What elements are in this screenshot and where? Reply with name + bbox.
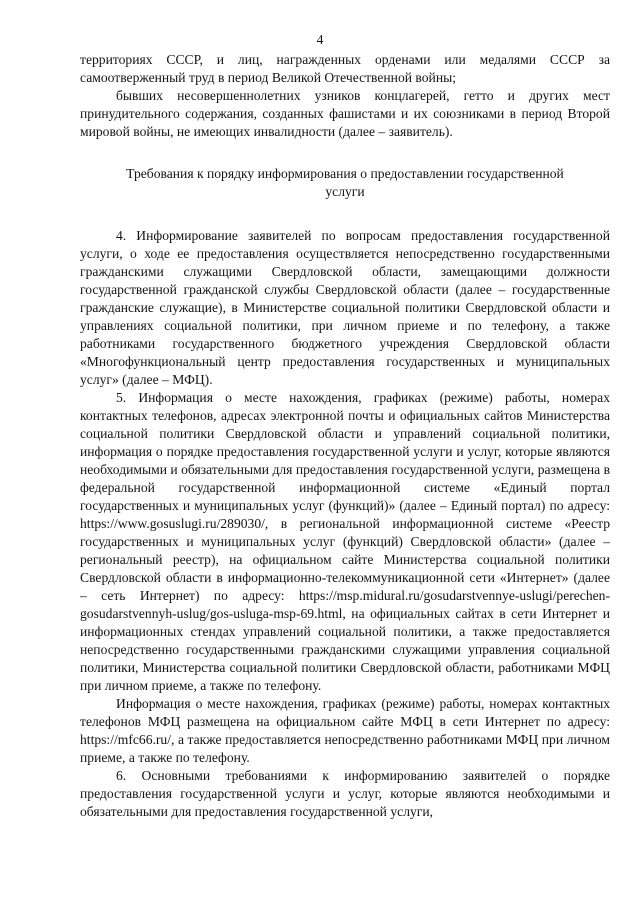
section-heading: Требования к порядку информирования о предоставлении государственной услуги (126, 166, 564, 199)
page-number: 4 (316, 32, 324, 47)
document-body (80, 51, 610, 821)
paragraph-prisoners: бывших несовершеннолетних узников концлагерей, гетто и других мест принудительного содержания, созданных фашистами и их союзниками в период Второй мировой войны, не имеющих инвалидности (далее – заявитель). (80, 88, 610, 139)
paragraph-5: 5. Информация о месте нахождения, графиках (режиме) работы, номерах контактных телефонов, адресах электронной почты и официальных сайтов Министерства социальной политики Свердловской области и управлений социальной политики, информация о порядке предоставления государственной услуги и услуг, которые являются необходимыми и обязательными для предоставления государственной услуги, размещена в федеральной государственной информационной системе «Единый портал государственных и муниципальных услуг (функций)» (далее – Единый портал) по адресу: https://www.gosuslugi.ru/289030/, в региональной информационной системе «Реестр государственных и муниципальных услуг (функций) Свердловской области» (далее – региональный реестр), на официальном сайте Министерства социальной политики Свердловской области в информационно-телекоммуникационной сети «Интернет» (далее – сеть Интернет) по адресу: https://msp.midural.ru/gosudarstvennye-uslugi/perechen-gosudarstvennyh-uslug/gos-usluga-msp-69.html, на официальных сайтах в сети Интернет и информационных стендах управлений социальной политики, а также предоставляется непосредственно государственными гражданскими служащими управления социальной политики, Министерства социальной политики Свердловской области, работниками МФЦ при личном приеме, а также по телефону. (80, 390, 610, 693)
paragraph-continuation: территориях СССР, и лиц, награжденных орденами или медалями СССР за самоотверженный труд в период Великой Отечественной войны; (80, 52, 610, 85)
paragraph-mfc-info: Информация о месте нахождения, графиках (режиме) работы, номерах контактных телефонов МФЦ размещена на официальном сайте МФЦ в сети Интернет по адресу: https://mfc66.ru/, а также предоставляется непосредственно работниками МФЦ при личном приеме, а также по телефону. (80, 696, 610, 765)
paragraph-6: 6. Основными требованиями к информированию заявителей о порядке предоставления государственной услуги и услуг, которые являются необходимыми и обязательными для предоставления государственной услуги, (80, 768, 610, 819)
paragraph-4: 4. Информирование заявителей по вопросам предоставления государственной услуги, о ходе ее предоставления осуществляется непосредственно государственными гражданскими служащими Свердловской области, замещающими должности государственной гражданской службы Свердловской области (далее – государственные гражданские служащие), в Министерстве социальной политики Свердловской области и управлениях социальной политики, при личном приеме и по телефону, а также работниками государственного бюджетного учреждения Свердловской области «Многофункциональный центр предоставления государственных и муниципальных услуг» (далее – МФЦ). (80, 228, 610, 387)
